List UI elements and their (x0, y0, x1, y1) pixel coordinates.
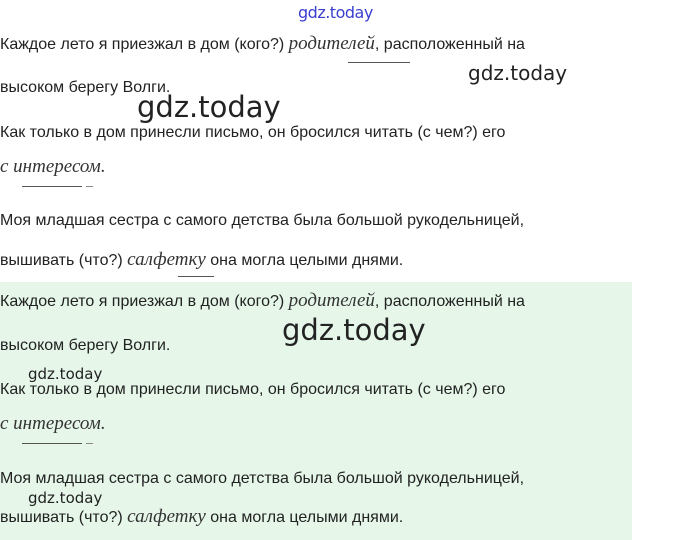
answer-napkin: салфетку (127, 506, 206, 527)
answer-parents: родителей (288, 33, 375, 54)
sentence-1-text-start: Каждое лето я приезжал в дом (кого?) (0, 36, 285, 53)
sentence-1-line-1 (0, 291, 525, 312)
sentence-3-text-end: она могла целыми днями. (210, 252, 404, 269)
answer-underline-dash (86, 443, 93, 444)
sentence-1-line-1 (0, 34, 525, 55)
sentence-2-line-1: Как только в дом принесли письмо, он бросился читать (с чем?) его (0, 124, 506, 141)
sentence-3-line-1: Моя младшая сестра с самого детства была большой рукодельницей, (0, 212, 525, 229)
sentence-2-line-2 (0, 157, 106, 178)
sentence-3-line-1: Моя младшая сестра с самого детства была большой рукодельницей, (0, 470, 525, 487)
answer-underline (22, 186, 82, 187)
answer-underline-dash (86, 186, 93, 187)
sentence-1-text-end: , расположенный на (374, 293, 525, 310)
watermark-small: gdz.today (28, 489, 103, 507)
sentence-1-line-2: высоком берегу Волги. (0, 337, 171, 354)
watermark-small: gdz.today (28, 365, 103, 383)
sentence-2-line-1: Как только в дом принесли письмо, он бросился читать (с чем?) его (0, 381, 506, 398)
answer-parents: родителей (288, 290, 375, 311)
answer-underline (22, 443, 82, 444)
sentence-2-line-2 (0, 414, 106, 435)
watermark-large: gdz.today (282, 313, 426, 347)
answer-underline (348, 62, 410, 63)
answer-interest: с интересом (0, 413, 101, 434)
sentence-3-text-start: вышивать (что?) (0, 509, 123, 526)
sentence-3-text-start: вышивать (что?) (0, 252, 123, 269)
watermark-large: gdz.today (137, 90, 281, 124)
sentence-2-period: . (100, 413, 106, 434)
sentence-1-text-start: Каждое лето я приезжал в дом (кого?) (0, 293, 285, 310)
sentence-3-text-end: она могла целыми днями. (210, 509, 404, 526)
sentence-3-line-2 (0, 250, 403, 271)
sentence-1-line-2: высоком берегу Волги. (0, 79, 171, 96)
answer-napkin: салфетку (127, 249, 206, 270)
sentence-2-period: . (100, 156, 106, 177)
watermark-top: gdz.today (298, 3, 373, 22)
watermark: gdz.today (468, 61, 568, 85)
answer-underline (178, 276, 214, 277)
sentence-3-line-2 (0, 507, 403, 528)
answer-interest: с интересом (0, 156, 101, 177)
sentence-1-text-end: , расположенный на (374, 36, 525, 53)
